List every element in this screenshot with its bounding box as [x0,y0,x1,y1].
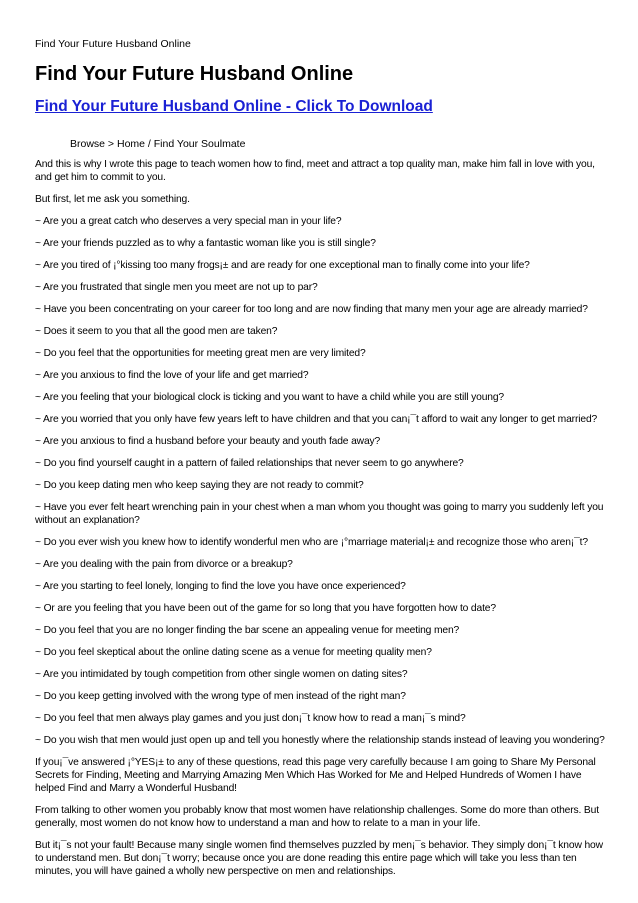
question-item: ~ Are you starting to feel lonely, longing to find the love you have once experienced? [35,581,406,592]
question-item: ~ Are you feeling that your biological clock is ticking and you want to have a child while you are still young? [35,392,505,403]
page-title: Find Your Future Husband Online [35,63,354,85]
paragraph: From talking to other women you probably know that most women have relationship challenges. Some do more than others. But generally, most women do not know how to understand a man and how to relate to a man in your life. [35,805,599,829]
breadcrumb-separator: > [105,138,117,150]
paragraph: If you¡¯ve answered ¡°YES¡± to any of these questions, read this page very carefully because I am going to Share My Personal Secrets for Finding, Meeting and Marrying Amazing Men Which Has Worked for Me and Helped Hundreds of Women I have helped Find and Marry a Wonderful Husband! [35,757,596,794]
article-body [35,158,607,887]
question-item: ~ Do you feel that you are no longer finding the bar scene an appealing venue for meeting men? [35,625,460,636]
breadcrumb-item-browse[interactable]: Browse [70,138,106,150]
intro-paragraph: And this is why I wrote this page to teach women how to find, meet and attract a top quality man, make him fall in love with you, and get him to commit to you. [35,159,595,183]
question-item: ~ Do you feel that the opportunities for meeting great men are very limited? [35,348,366,359]
question-item: ~ Do you keep dating men who keep saying they are not ready to commit? [35,480,364,491]
breadcrumb [70,138,245,150]
question-item: ~ Are you a great catch who deserves a very special man in your life? [35,216,342,227]
question-item: ~ Do you ever wish you knew how to identify wonderful men who are ¡°marriage material¡± and recognize those who aren¡¯t? [35,537,588,548]
running-header: Find Your Future Husband Online [35,38,191,50]
question-item: ~ Do you find yourself caught in a pattern of failed relationships that never seem to go anywhere? [35,458,464,469]
question-item: ~ Are you anxious to find a husband before your beauty and youth fade away? [35,436,381,447]
question-item: ~ Do you feel that men always play games and you just don¡¯t know how to read a man¡¯s mind? [35,713,466,724]
question-item: ~ Are you intimidated by tough competition from other single women on dating sites? [35,669,408,680]
question-item: ~ Do you keep getting involved with the wrong type of men instead of the right man? [35,691,406,702]
question-item: ~ Are you anxious to find the love of your life and get married? [35,370,309,381]
question-item: ~ Are you worried that you only have few years left to have children and that you can¡¯t afford to wait any longer to get married? [35,414,598,425]
question-item: ~ Does it seem to you that all the good men are taken? [35,326,278,337]
question-item: ~ Have you ever felt heart wrenching pain in your chest when a man whom you thought was going to marry you suddenly left you without an explanation? [35,502,604,526]
question-item: ~ Do you feel skeptical about the online dating scene as a venue for meeting quality men? [35,647,432,658]
question-item: ~ Or are you feeling that you have been out of the game for so long that you have forgotten how to date? [35,603,496,614]
question-item: ~ Are your friends puzzled as to why a fantastic woman like you is still single? [35,238,376,249]
question-item: ~ Have you been concentrating on your career for too long and are now finding that many men your age are already married? [35,304,588,315]
paragraph: But it¡¯s not your fault! Because many single women find themselves puzzled by men¡¯s behavior. They simply don¡¯t know how to understand men. But don¡¯t worry; because once you are done reading this entire page which will take you less than ten minutes, you will have gained a wholly new perspective on men and relationships. [35,840,603,877]
breadcrumb-separator: / [145,138,154,150]
question-item: ~ Are you frustrated that single men you meet are not up to par? [35,282,318,293]
paragraph: But first, let me ask you something. [35,194,190,205]
breadcrumb-item-find-your-soulmate[interactable]: Find Your Soulmate [153,138,246,150]
question-item: ~ Are you dealing with the pain from divorce or a breakup? [35,559,293,570]
question-item: ~ Do you wish that men would just open up and tell you honestly where the relationship stands instead of leaving you wondering? [35,735,605,746]
question-item: ~ Are you tired of ¡°kissing too many frogs¡± and are ready for one exceptional man to finally come into your life? [35,260,530,271]
download-link[interactable]: Find Your Future Husband Online - Click To Download [35,98,433,115]
breadcrumb-item-home[interactable]: Home [116,138,145,150]
